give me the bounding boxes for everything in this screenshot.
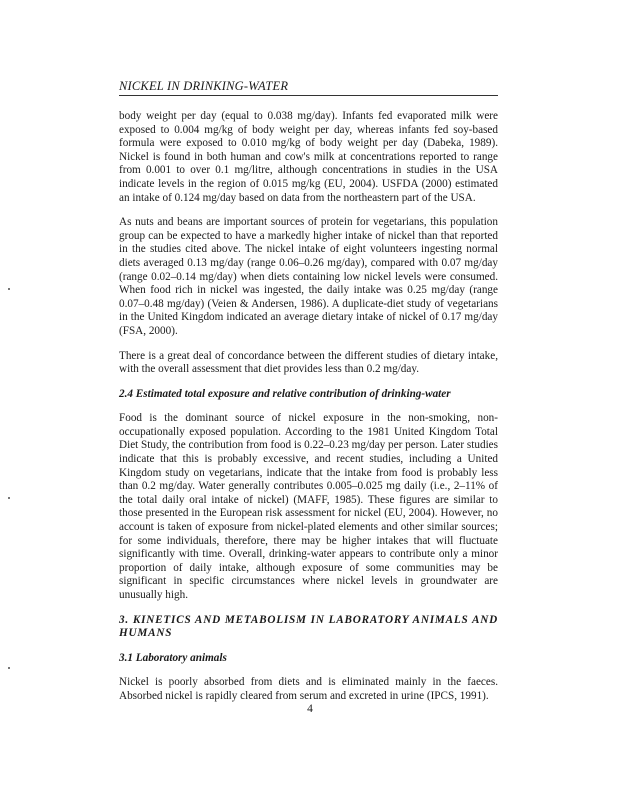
body-text (119, 110, 498, 715)
paragraph: body weight per day (equal to 0.038 mg/day). Infants fed evaporated milk were exposed to 0.004 mg/kg of body weight per day, whereas infants fed soy-based formula were exposed to 0.010 mg/kg of body weight per day (Dabeka, 1989). Nickel is found in both human and cow's milk at concentrations reported to range from 0.001 to over 0.1 mg/litre, although concentrations in studies in the USA indicate levels in the region of 0.015 mg/kg (EU, 2004). USFDA (2000) estimated an intake of 0.124 mg/day based on data from the northeastern part of the USA. (119, 110, 498, 204)
section-heading-2-4: 2.4 Estimated total exposure and relative contribution of drinking-water (119, 387, 451, 400)
margin-mark (8, 667, 10, 669)
running-header: NICKEL IN DRINKING-WATER (119, 79, 289, 93)
paragraph: Nickel is poorly absorbed from diets and is eliminated mainly in the faeces. Absorbed nickel is rapidly cleared from serum and excreted in urine (IPCS, 1991). (119, 676, 498, 702)
margin-mark (8, 288, 10, 290)
section-heading-3: 3. KINETICS AND METABOLISM IN LABORATORY ANIMALS AND HUMANS (119, 613, 498, 640)
page-number: 4 (307, 703, 313, 715)
paragraph: As nuts and beans are important sources of protein for vegetarians, this population group can be expected to have a markedly higher intake of nickel than that reported in the studies cited above. The nickel intake of eight volunteers ingesting normal diets averaged 0.13 mg/day (range 0.06–0.26 mg/day), compared with 0.07 mg/day (range 0.02–0.14 mg/day) when diets containing low nickel levels were consumed. When food rich in nickel was ingested, the daily intake was 0.25 mg/day (range 0.07–0.48 mg/day) (Veien & Andersen, 1986). A duplicate-diet study of vegetarians in the United Kingdom indicated an average dietary intake of nickel of 0.17 mg/day (FSA, 2000). (119, 216, 498, 337)
section-heading-3-1: 3.1 Laboratory animals (119, 651, 227, 664)
paragraph: Food is the dominant source of nickel exposure in the non-smoking, non-occupationally exposed population. According to the 1981 United Kingdom Total Diet Study, the contribution from food is 0.22–0.23 mg/day per person. Later studies indicate that this is probably excessive, and recent studies, including a United Kingdom study on vegetarians, indicate that the intake from food is probably less than 0.2 mg/day. Water generally contributes 0.005–0.025 mg daily (i.e., 2–11% of the total daily oral intake of nickel) (MAFF, 1985). These figures are similar to those presented in the European risk assessment for nickel (EU, 2004). However, no account is taken of exposure from nickel-plated elements and other similar sources; for some individuals, therefore, there may be higher intakes that will fluctuate significantly with time. Overall, drinking-water appears to contribute only a minor proportion of daily intake, although exposure of some communities may be significant in specific circumstances where nickel levels in groundwater are unusually high. (119, 412, 498, 601)
header-rule (119, 95, 498, 96)
margin-mark (8, 497, 10, 499)
paragraph: There is a great deal of concordance between the different studies of dietary intake, with the overall assessment that diet provides less than 0.2 mg/day. (119, 349, 498, 376)
